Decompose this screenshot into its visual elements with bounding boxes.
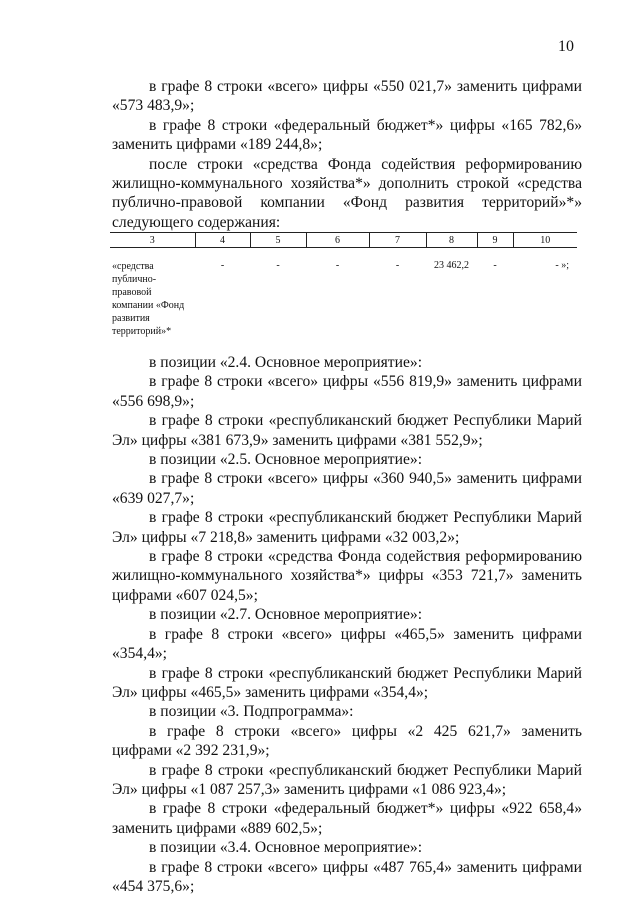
table-cell: - [493, 260, 497, 271]
table-cell: - [395, 260, 400, 271]
page-number: 10 [558, 38, 574, 55]
paragraph: в графе 8 строки «федеральный бюджет*» цифры «922 658,4» заменить цифрами «889 602,5»; [112, 800, 582, 837]
row-label-line: компании «Фонд [112, 300, 185, 311]
paragraph: в графе 8 строки «республиканский бюджет Республики Марий Эл» цифры «381 673,9» заменить цифрами «381 552,9»; [112, 412, 582, 449]
column-header: 4 [195, 233, 250, 248]
row-label [110, 248, 195, 339]
row-label-line: правовой [112, 287, 152, 298]
column-header: 5 [250, 233, 306, 248]
paragraph: в графе 8 строки «федеральный бюджет*» цифры «165 782,6» заменить цифрами «189 244,8»; [112, 116, 582, 154]
paragraph: в графе 8 строки «всего» цифры «550 021,7» заменить цифрами «573 483,9»; [112, 78, 582, 115]
paragraph: в графе 8 строки «всего» цифры «2 425 621,7» заменить цифрами «2 392 231,9»; [112, 722, 582, 760]
inserted-row-table [110, 232, 577, 338]
column-header: 10 [513, 233, 577, 248]
paragraph: в графе 8 строки «всего» цифры «360 940,5» заменить цифрами «639 027,7»; [112, 470, 582, 507]
body-text [112, 353, 582, 896]
paragraph: в позиции «2.4. Основное мероприятие»: [149, 354, 423, 371]
row-label-line: «средства [112, 261, 154, 272]
paragraph: в графе 8 строки «всего» цифры «465,5» заменить цифрами «354,4»; [112, 625, 582, 663]
paragraph: в графе 8 строки «средства Фонда содействия реформированию жилищно-коммунального хозяйства*» цифры «353 721,7» заменить цифрами «607 024,5»; [112, 548, 582, 604]
paragraph: в графе 8 строки «всего» цифры «487 765,4» заменить цифрами «454 375,6»; [112, 858, 582, 895]
column-header: 7 [369, 233, 426, 248]
column-header: 9 [477, 233, 513, 248]
paragraph: после строки «средства Фонда содействия реформированию жилищно-коммунального хозяйства*» дополнить строкой «средства публично-правовой компании «Фонд развития территорий»*» следующего содержания: [112, 155, 582, 231]
row-label-line: развития [112, 313, 150, 324]
table-cell: - »; [555, 260, 569, 271]
column-header: 3 [110, 233, 195, 248]
paragraph: в позиции «2.7. Основное мероприятие»: [149, 606, 423, 624]
row-label-line: территорий»* [112, 326, 172, 337]
paragraph: в графе 8 строки «всего» цифры «556 819,9» заменить цифрами «556 698,9»; [112, 373, 582, 410]
table-header-row [110, 233, 577, 248]
column-header: 6 [306, 233, 369, 248]
table-cell: - [335, 260, 340, 271]
table-cell: 23 462,2 [434, 260, 469, 271]
table [110, 232, 577, 338]
paragraph: в графе 8 строки «республиканский бюджет Республики Марий Эл» цифры «1 087 257,3» заменить цифрами «1 086 923,4»; [112, 761, 582, 798]
paragraph: в позиции «3. Подпрограмма»: [149, 703, 354, 721]
paragraph: в графе 8 строки «республиканский бюджет Республики Марий Эл» цифры «7 218,8» заменить цифрами «32 003,2»; [112, 509, 582, 546]
paragraph: в графе 8 строки «республиканский бюджет Республики Марий Эл» цифры «465,5» заменить цифрами «354,4»; [112, 664, 582, 701]
paragraph: в позиции «3.4. Основное мероприятие»: [149, 839, 423, 857]
column-header: 8 [426, 233, 477, 248]
paragraph: в позиции «2.5. Основное мероприятие»: [149, 451, 423, 469]
intro-text [112, 77, 582, 232]
row-label-line: публично- [112, 274, 157, 285]
table-row [110, 248, 577, 339]
table-cell: - [276, 260, 280, 271]
table-cell: - [220, 260, 225, 271]
